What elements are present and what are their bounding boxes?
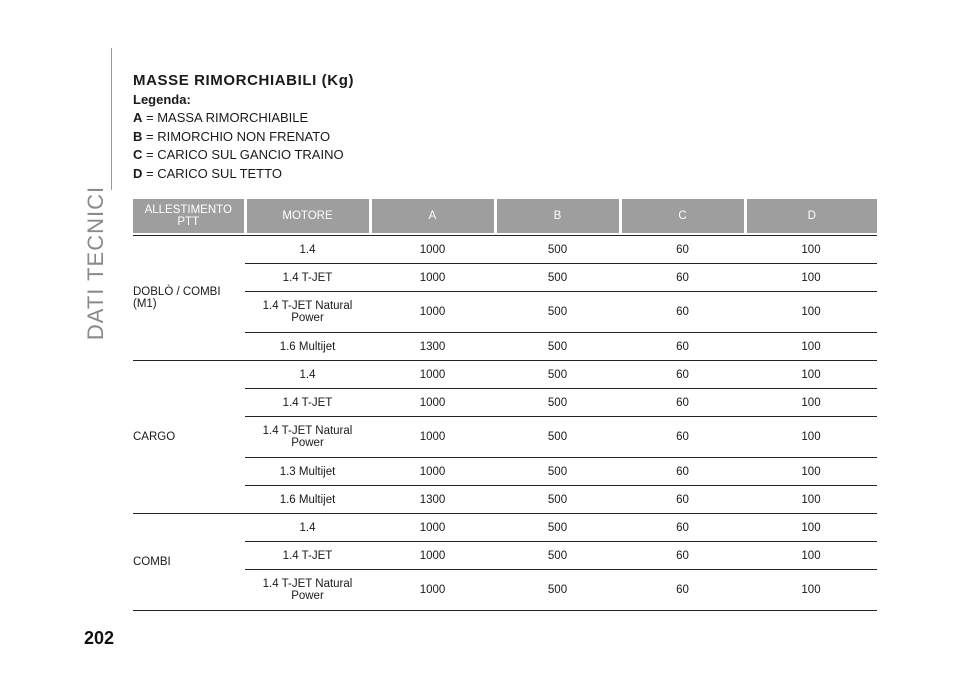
legend-item-c [133,146,344,164]
value-b: 500 [495,570,620,611]
legend-text: = MASSA RIMORCHIABILE [146,110,309,126]
legend-text: = RIMORCHIO NON FRENATO [146,128,331,144]
table-row [133,333,877,361]
legend-item-d [133,165,344,183]
value-b: 500 [495,486,620,514]
value-d: 100 [745,264,877,292]
value-a: 1000 [370,542,495,570]
table-row [133,486,877,514]
engine-cell: 1.4 T-JET [245,542,370,570]
value-c: 60 [620,389,745,417]
value-d: 100 [745,417,877,458]
table-row [133,236,877,264]
value-a: 1000 [370,264,495,292]
value-a: 1000 [370,570,495,611]
engine-cell: 1.6 Multijet [245,333,370,361]
page-heading: MASSE RIMORCHIABILI (Kg) [133,72,355,89]
value-b: 500 [495,361,620,389]
value-d: 100 [745,361,877,389]
legend [133,91,344,183]
section-divider [111,48,112,190]
group-label: CARGO [133,361,245,514]
value-c: 60 [620,486,745,514]
value-b: 500 [495,264,620,292]
value-c: 60 [620,458,745,486]
engine-cell: 1.4 T-JET Natural Power [245,292,370,333]
column-header-a: A [370,199,495,233]
value-a: 1000 [370,389,495,417]
value-b: 500 [495,514,620,542]
value-a: 1000 [370,292,495,333]
legend-key: A [133,110,143,126]
table-row [133,570,877,611]
legend-key: D [133,165,143,181]
legend-key: B [133,128,143,144]
group-label: COMBI [133,514,245,611]
value-c: 60 [620,361,745,389]
value-d: 100 [745,514,877,542]
table-row [133,264,877,292]
value-c: 60 [620,417,745,458]
table-row [133,514,877,542]
table-header-row [133,199,877,233]
engine-cell: 1.4 T-JET [245,389,370,417]
engine-cell: 1.4 [245,361,370,389]
legend-text: = CARICO SUL TETTO [146,165,282,181]
legend-key: C [133,147,143,163]
value-d: 100 [745,236,877,264]
legend-title: Legenda: [133,92,191,107]
table-row [133,389,877,417]
table-row [133,458,877,486]
value-b: 500 [495,292,620,333]
value-d: 100 [745,389,877,417]
value-d: 100 [745,292,877,333]
engine-cell: 1.4 [245,236,370,264]
column-header-allestimento: ALLESTIMENTO PTT [133,199,245,233]
group-label: DOBLÒ / COMBI (M1) [133,236,245,361]
engine-cell: 1.4 T-JET [245,264,370,292]
value-d: 100 [745,542,877,570]
value-b: 500 [495,417,620,458]
value-c: 60 [620,333,745,361]
column-header-c: C [620,199,745,233]
value-a: 1000 [370,361,495,389]
engine-cell: 1.4 T-JET Natural Power [245,570,370,611]
value-a: 1300 [370,486,495,514]
value-c: 60 [620,542,745,570]
page-number: 202 [84,628,115,648]
value-b: 500 [495,458,620,486]
table-row [133,542,877,570]
value-b: 500 [495,333,620,361]
table-row [133,292,877,333]
table-row [133,417,877,458]
value-b: 500 [495,236,620,264]
value-b: 500 [495,542,620,570]
value-a: 1000 [370,458,495,486]
value-a: 1000 [370,514,495,542]
section-title-vertical [83,185,109,341]
value-d: 100 [745,333,877,361]
towable-mass-table [133,199,877,611]
value-d: 100 [745,458,877,486]
value-c: 60 [620,514,745,542]
legend-item-a [133,109,344,127]
table-row [133,361,877,389]
value-c: 60 [620,292,745,333]
value-d: 100 [745,486,877,514]
engine-cell: 1.6 Multijet [245,486,370,514]
column-header-d: D [745,199,877,233]
engine-cell: 1.4 T-JET Natural Power [245,417,370,458]
column-header-motore: MOTORE [245,199,370,233]
value-a: 1300 [370,333,495,361]
value-a: 1000 [370,236,495,264]
section-title: DATI TECNICI [83,185,109,341]
value-b: 500 [495,389,620,417]
value-c: 60 [620,236,745,264]
value-c: 60 [620,570,745,611]
value-d: 100 [745,570,877,611]
legend-item-b [133,128,344,146]
value-a: 1000 [370,417,495,458]
column-header-b: B [495,199,620,233]
value-c: 60 [620,264,745,292]
legend-text: = CARICO SUL GANCIO TRAINO [146,147,344,163]
engine-cell: 1.4 [245,514,370,542]
engine-cell: 1.3 Multijet [245,458,370,486]
